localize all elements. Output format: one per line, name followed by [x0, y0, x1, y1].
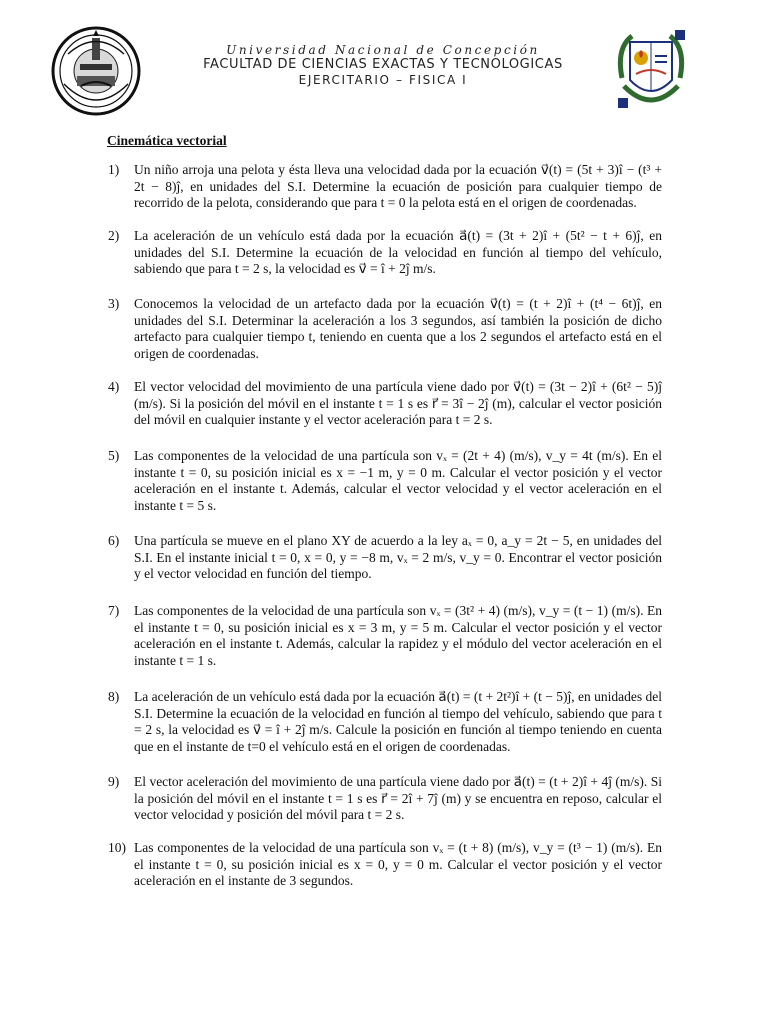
- exercise-item: [108, 228, 662, 278]
- exercise-number: 8): [108, 689, 120, 704]
- exercise-text: Las componentes de la velocidad de una partícula son vₓ = (2t + 4) (m/s), v_y = 4t (m/s). En el instante t = 0, su posición inicial es x = −1 m, y = 0 m. Calcular el vector posición y el vector aceleración en el instante t. Además, calcular el vector velocidad y el vector aceleración en el instante t = 5 s.: [134, 448, 662, 513]
- exercise-number: 3): [108, 296, 120, 311]
- exercise-item: [108, 379, 662, 429]
- exercise-number: 9): [108, 774, 120, 789]
- exercise-text: Las componentes de la velocidad de una partícula son vₓ = (3t² + 4) (m/s), v_y = (t − 1) (m/s). En el instante t = 0, su posición inicial es x = 3 m, y = 5 m. Calcular el vector posición y el vector aceleración en el instante t. Además, calcular la rapidez y el módulo del vector aceleración en el instante t = 1 s.: [134, 603, 662, 668]
- exercise-item: [108, 448, 662, 514]
- exercise-text: Conocemos la velocidad de un artefacto dada por la ecuación v⃗(t) = (t + 2)î + (t⁴ − 6t)ĵ, en unidades del S.I. Determinar la aceleración a los 3 segundos, así también la posición de dicho artefacto para cualquier tiempo t, teniendo en cuenta que a los 2 segundos el artefacto está en el origen de coordenadas.: [134, 296, 662, 361]
- exercise-number: 2): [108, 228, 120, 243]
- exercise-number: 4): [108, 379, 120, 394]
- exercise-item: [108, 603, 662, 669]
- exercise-number: 6): [108, 533, 120, 548]
- exercise-text: La aceleración de un vehículo está dada por la ecuación a⃗(t) = (t + 2t²)î + (t − 5)ĵ, en unidades del S.I. Determine la ecuación de la velocidad en función al tiempo del vehículo, sabiendo que para t = 2 s, la velocidad es v⃗ = î + 2ĵ m/s. Calcule la posición en función al tiempo teniendo en cuenta que en el instante de t=0 el vehículo está en el origen de coordenadas.: [134, 689, 662, 754]
- exercise-number: 1): [108, 162, 120, 177]
- document-header: [150, 43, 616, 88]
- exercise-item: [108, 774, 662, 824]
- exercise-number: 10): [108, 840, 126, 855]
- exercise-text: Un niño arroja una pelota y ésta lleva una velocidad dada por la ecuación v⃗(t) = (5t + 3)î − (t³ + 2t − 8)ĵ, en unidades del S.I. Determine la ecuación de posición para cualquier tiempo de recorrido de la pelota, considerando que para t = 0 la pelota está en el origen de coordenadas.: [134, 162, 662, 210]
- section-title: Cinemática vectorial: [107, 133, 227, 148]
- exercise-item: [108, 162, 662, 212]
- faculty-name: FACULTAD DE CIENCIAS EXACTAS Y TECNOLOGICAS: [203, 57, 563, 72]
- exercise-item: [108, 533, 662, 583]
- faculty-shield-icon: [614, 28, 688, 116]
- exercise-item: [108, 840, 662, 890]
- university-name: Universidad Nacional de Concepción: [226, 43, 540, 57]
- exercise-text: Las componentes de la velocidad de una partícula son vₓ = (t + 8) (m/s), v_y = (t³ − 1) (m/s). En el instante t = 0, su posición inicial es x = 0, y = 0 m. Calcular el vector posición y el vector aceleración en el instante de 3 segundos.: [134, 840, 662, 888]
- exercise-number: 5): [108, 448, 120, 463]
- exercise-text: La aceleración de un vehículo está dada por la ecuación a⃗(t) = (3t + 2)î + (5t² − t + 6)ĵ, en unidades del S.I. Determine la ecuación de la velocidad en función al tiempo del vehículo, sabiendo que para t = 2 s, la velocidad es v⃗ = î + 2ĵ m/s.: [134, 228, 662, 276]
- exercise-text: El vector aceleración del movimiento de una partícula viene dado por a⃗(t) = (t + 2)î + 4ĵ (m/s). Si la posición del móvil en el instante t = 1 s es r⃗ = 2î + 7ĵ (m) y se encuentra en reposo, calcular el vector velocidad y posición del móvil para t = 2 s.: [134, 774, 662, 822]
- exercise-text: Una partícula se mueve en el plano XY de acuerdo a la ley aₓ = 0, a_y = 2t − 5, en unidades del S.I. En el instante inicial t = 0, x = 0, y = −8 m, vₓ = 2 m/s, v_y = 0. Encontrar el vector posición y el vector velocidad en función del tiempo.: [134, 533, 662, 581]
- exercise-text: El vector velocidad del movimiento de una partícula viene dado por v⃗(t) = (3t − 2)î + (6t² − 5)ĵ (m/s). Si la posición del móvil en el instante t = 1 s es r⃗ = 3î − 2ĵ (m), calcular el vector posición del móvil en cualquier instante y el vector aceleración para t = 2 s.: [134, 379, 662, 427]
- exercise-item: [108, 689, 662, 755]
- university-seal-icon: [50, 24, 142, 116]
- sheet-title: EJERCITARIO – FISICA I: [298, 73, 468, 87]
- exercise-item: [108, 296, 662, 362]
- exercise-number: 7): [108, 603, 120, 618]
